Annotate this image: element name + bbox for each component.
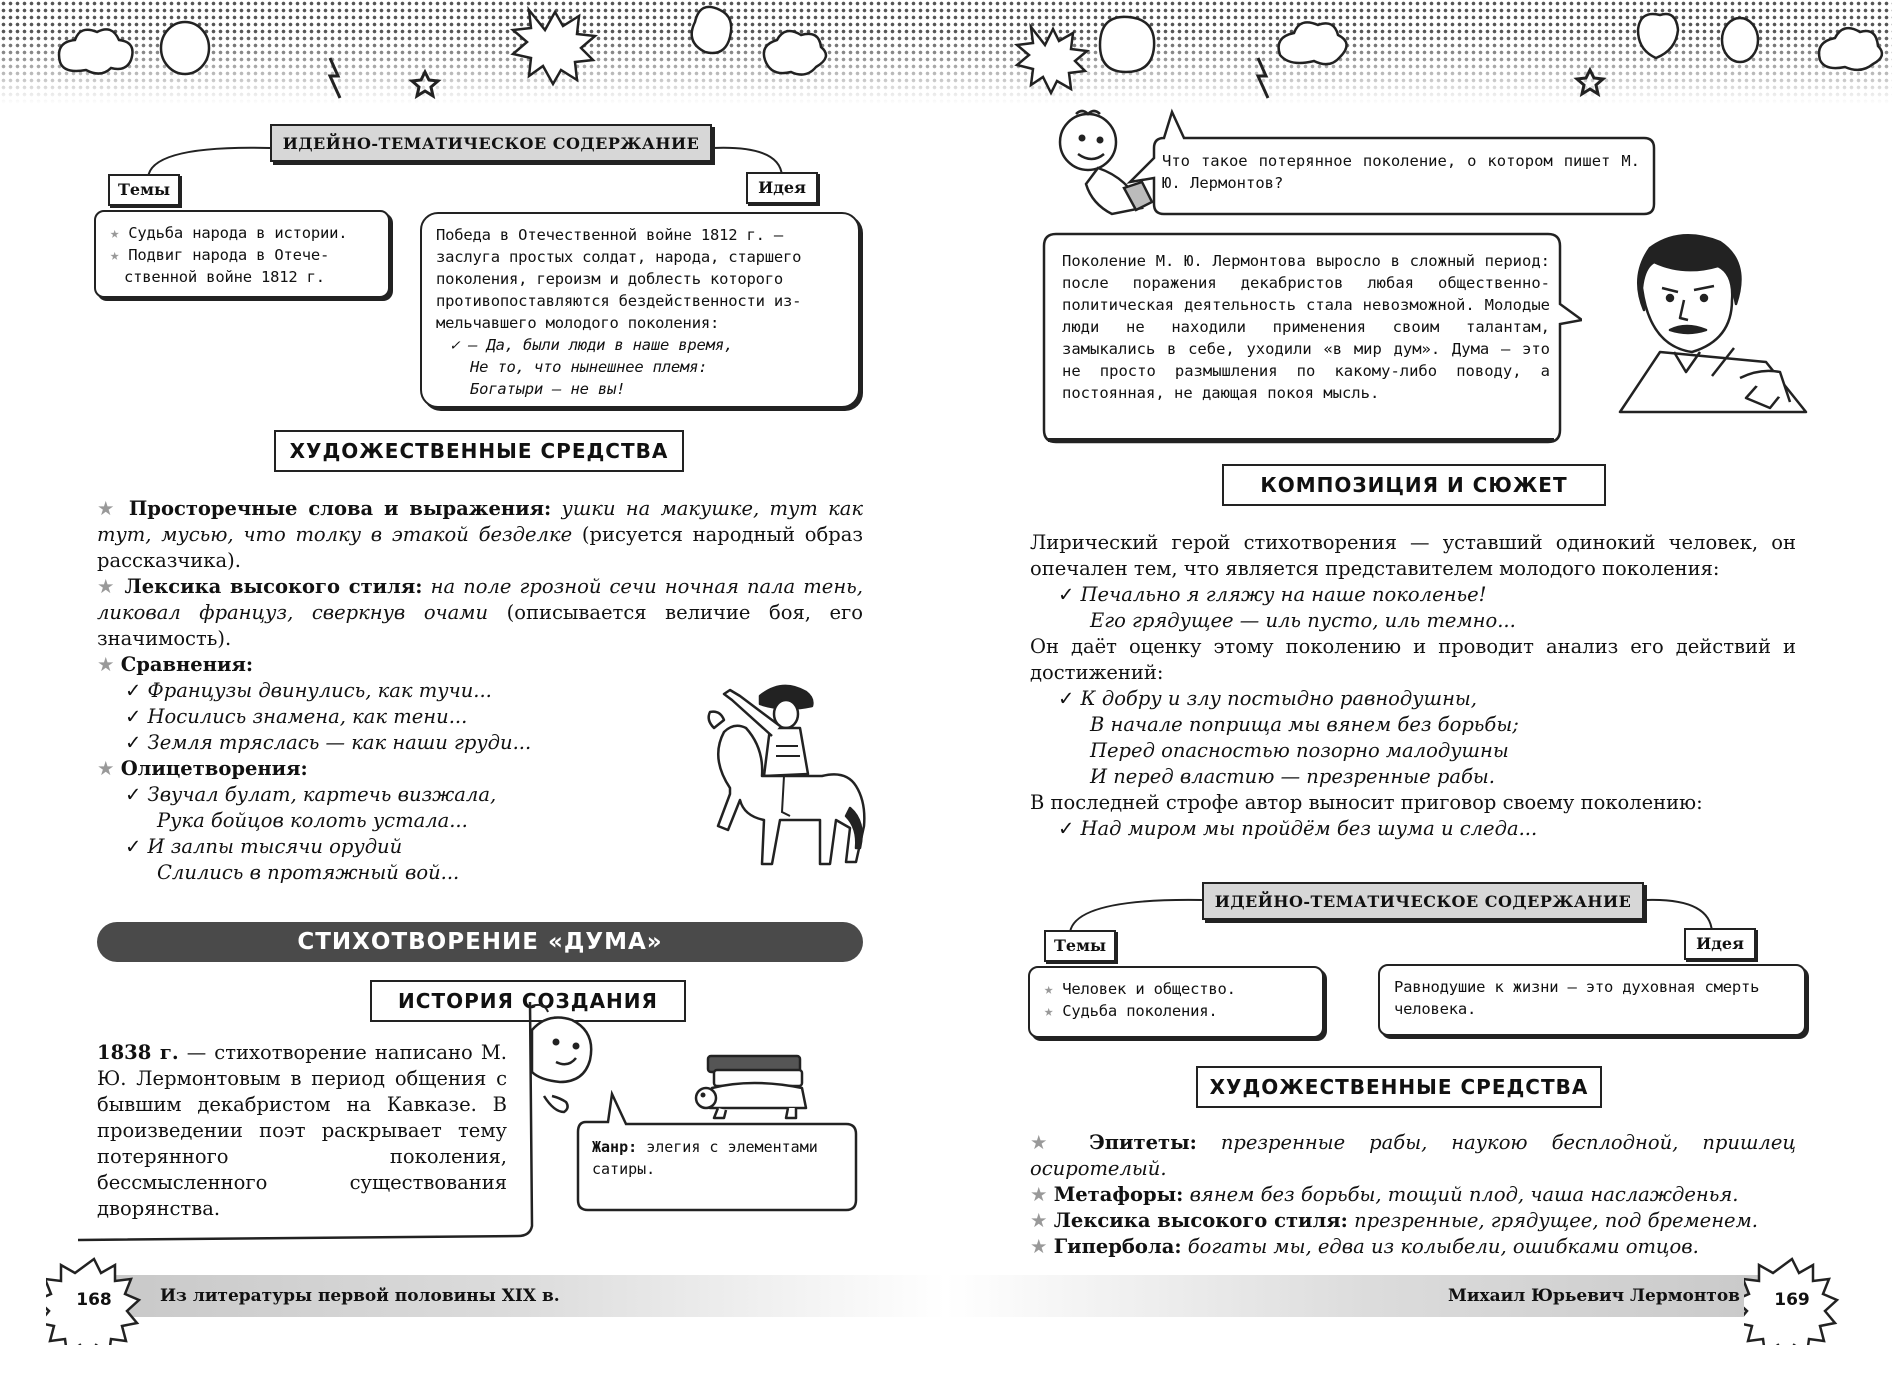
- left-footer-bar: [100, 1275, 946, 1317]
- idea-box: [420, 212, 860, 408]
- star-icon: ★: [1030, 1131, 1090, 1154]
- theme-item: ★ Человек и общество.: [1044, 978, 1308, 1000]
- quote-line: Перед опасностью позорно малодушны: [1090, 739, 1509, 762]
- art-item-high-style: ★ Лексика высокого стиля: на поле грозной сечи ночная пала тень, ликовал француз, сверкнув очами (описывается величие боя, его значимость).: [97, 575, 864, 650]
- art-item-epithets: ★ Эпитеты: презренные рабы, наукою бесплодной, пришлец осиротелый.: [1030, 1131, 1796, 1180]
- star-icon: ★: [97, 757, 121, 780]
- page-number-badge: [1744, 1255, 1840, 1345]
- personification-line: Слились в протяжный вой...: [157, 861, 460, 884]
- history-header: ИСТОРИЯ СОЗДАНИЯ: [370, 980, 686, 1022]
- theme-item: ★ Судьба поколения.: [1044, 1000, 1308, 1022]
- comparison-line: ✓ Французы двинулись, как тучи...: [125, 679, 492, 702]
- genre-value: элегия с элементами сатиры.: [592, 1138, 818, 1178]
- theme-item: ственной войне 1812 г.: [124, 268, 325, 286]
- idea-line: заслуга простых солдат, народа, старшего: [436, 248, 802, 266]
- running-title: Из литературы первой половины XIX в.: [160, 1286, 560, 1306]
- composition-paragraph: Лирический герой стихотворения — уставший одинокий человек, он опечален тем, что является представителем молодого поколения:: [1030, 531, 1796, 580]
- themes-box-right: [1028, 966, 1324, 1038]
- star-icon: ★: [1030, 1209, 1054, 1232]
- theme-item: ★ Подвиг народа в Отече-: [110, 244, 374, 266]
- idea-content-header-right: ИДЕЙНО-ТЕМАТИЧЕСКОЕ СОДЕРЖАНИЕ: [1202, 882, 1644, 920]
- answer-text: Поколение М. Ю. Лермонтова выросло в сложный период: после поражения декабристов любая общественно-политическая деятельность стала невозможной. Молодые люди не находили применения своим талантам, замыкались в себе, уходили «в мир дум». Дума — это не просто размышления по какому-либо поводу, а постоянная, не дающая покоя мысль.: [1062, 252, 1550, 402]
- themes-tag-right: Темы: [1044, 930, 1116, 962]
- composition-paragraph: В последней строфе автор выносит приговор своему поколению:: [1030, 791, 1703, 814]
- quote-line: И перед властию — презренные рабы.: [1090, 765, 1495, 788]
- idea-quote-line: Не то, что нынешнее племя:: [470, 358, 708, 376]
- art-item-high-style: ★ Лексика высокого стиля: презренные, грядущее, под бременем.: [1030, 1209, 1758, 1232]
- art-item-metaphors: ★ Метафоры: вянем без борьбы, тощий плод, чаша наслажденья.: [1030, 1183, 1739, 1206]
- quote-line: В начале поприща мы вянем без борьбы;: [1090, 713, 1519, 736]
- idea-content-header: ИДЕЙНО-ТЕМАТИЧЕСКОЕ СОДЕРЖАНИЕ: [270, 124, 712, 162]
- theme-item: ★ Судьба народа в истории.: [110, 222, 374, 244]
- idea-quote-line: ✓ — Да, были люди в наше время,: [450, 336, 734, 354]
- art-item-personification: ★ Олицетворения:: [97, 757, 308, 780]
- check-icon: ✓: [125, 705, 148, 728]
- idea-quote-line: Богатыри — не вы!: [470, 380, 626, 398]
- art-item-colloquial: ★ Просторечные слова и выражения: ушки на макушке, тут как тут, мусью, что толку в этакой безделке (рисуется народный образ рассказчика).: [97, 497, 863, 572]
- idea-box-right: Равнодушие к жизни — это духовная смерть человека.: [1378, 964, 1806, 1036]
- page-number: 168: [76, 1290, 112, 1310]
- composition-paragraph: Он даёт оценку этому поколению и проводит анализ его действий и достижений:: [1030, 635, 1796, 684]
- check-icon: ✓: [125, 783, 148, 806]
- idea-tag: Идея: [746, 172, 818, 204]
- star-icon: ★: [97, 575, 125, 598]
- star-icon: ★: [1030, 1235, 1054, 1258]
- check-icon: ✓: [125, 835, 148, 858]
- page-number-badge: [46, 1255, 142, 1345]
- idea-line: противопоставляются бездейственности из-: [436, 292, 802, 310]
- check-icon: ✓: [1058, 817, 1081, 840]
- genre-label: Жанр:: [592, 1138, 638, 1156]
- star-icon: ★: [97, 653, 121, 676]
- genre-text: [592, 1136, 842, 1180]
- themes-box: [94, 210, 390, 298]
- art-means-list-right: [1030, 1130, 1796, 1260]
- personification-line: ✓ Звучал булат, картечь визжала,: [125, 783, 497, 806]
- check-icon: ✓: [450, 336, 469, 354]
- comparison-line: ✓ Носились знамена, как тени...: [125, 705, 468, 728]
- quote-line: Его грядущее — иль пусто, иль темно...: [1090, 609, 1516, 632]
- check-icon: ✓: [1058, 687, 1081, 710]
- composition-text: [1030, 530, 1796, 842]
- art-item-hyperbole: ★ Гипербола: богаты мы, едва из колыбели, ошибками отцов.: [1030, 1235, 1699, 1258]
- themes-tag: Темы: [108, 174, 180, 206]
- idea-line: Победа в Отечественной войне 1812 г. —: [436, 226, 784, 244]
- art-means-header: ХУДОЖЕСТВЕННЫЕ СРЕДСТВА: [274, 430, 684, 472]
- composition-header: КОМПОЗИЦИЯ И СЮЖЕТ: [1222, 464, 1606, 506]
- check-icon: ✓: [125, 679, 148, 702]
- idea-line: мельчавшего молодого поколения:: [436, 314, 720, 332]
- art-means-header-right: ХУДОЖЕСТВЕННЫЕ СРЕДСТВА: [1196, 1066, 1602, 1108]
- check-icon: ✓: [1058, 583, 1081, 606]
- quote-line: ✓ Над миром мы пройдём без шума и следа...: [1058, 817, 1538, 840]
- art-item-comparisons: ★ Сравнения:: [97, 653, 254, 676]
- running-title: Михаил Юрьевич Лермонтов: [1448, 1286, 1740, 1306]
- napoleon-horse-illustration: [700, 668, 870, 888]
- idea-tag-right: Идея: [1684, 928, 1756, 960]
- quote-line: ✓ К добру и злу постыдно равнодушны,: [1058, 687, 1477, 710]
- idea-line: поколения, героизм и доблесть которого: [436, 270, 784, 288]
- check-icon: ✓: [125, 731, 148, 754]
- quote-line: ✓ Печально я гляжу на наше поколенье!: [1058, 583, 1487, 606]
- star-icon: ★: [97, 497, 129, 520]
- question-text: Что такое потерянное поколение, о котором пишет М. Ю. Лермонтов?: [1162, 152, 1640, 192]
- personification-line: Рука бойцов колоть устала...: [157, 809, 468, 832]
- history-body: — стихотворение написано М. Ю. Лермонтовым в период общения с бывшим декабристом на Кавказе. В произведении поэт раскрывает тему потерянного поколения, бессмысленного существования дворянства.: [97, 1041, 507, 1220]
- lermontov-portrait-illustration: [1590, 228, 1812, 428]
- comparison-line: ✓ Земля тряслась — как наши груди...: [125, 731, 532, 754]
- poem-title-bar: СТИХОТВОРЕНИЕ «ДУМА»: [97, 922, 863, 962]
- history-year: 1838 г.: [97, 1041, 179, 1064]
- star-icon: ★: [1030, 1183, 1054, 1206]
- personification-line: ✓ И залпы тысячи орудий: [125, 835, 403, 858]
- page-number: 169: [1774, 1290, 1810, 1310]
- right-page: [946, 0, 1892, 1388]
- right-footer-bar: [946, 1275, 1792, 1317]
- history-frame: [70, 1000, 570, 1245]
